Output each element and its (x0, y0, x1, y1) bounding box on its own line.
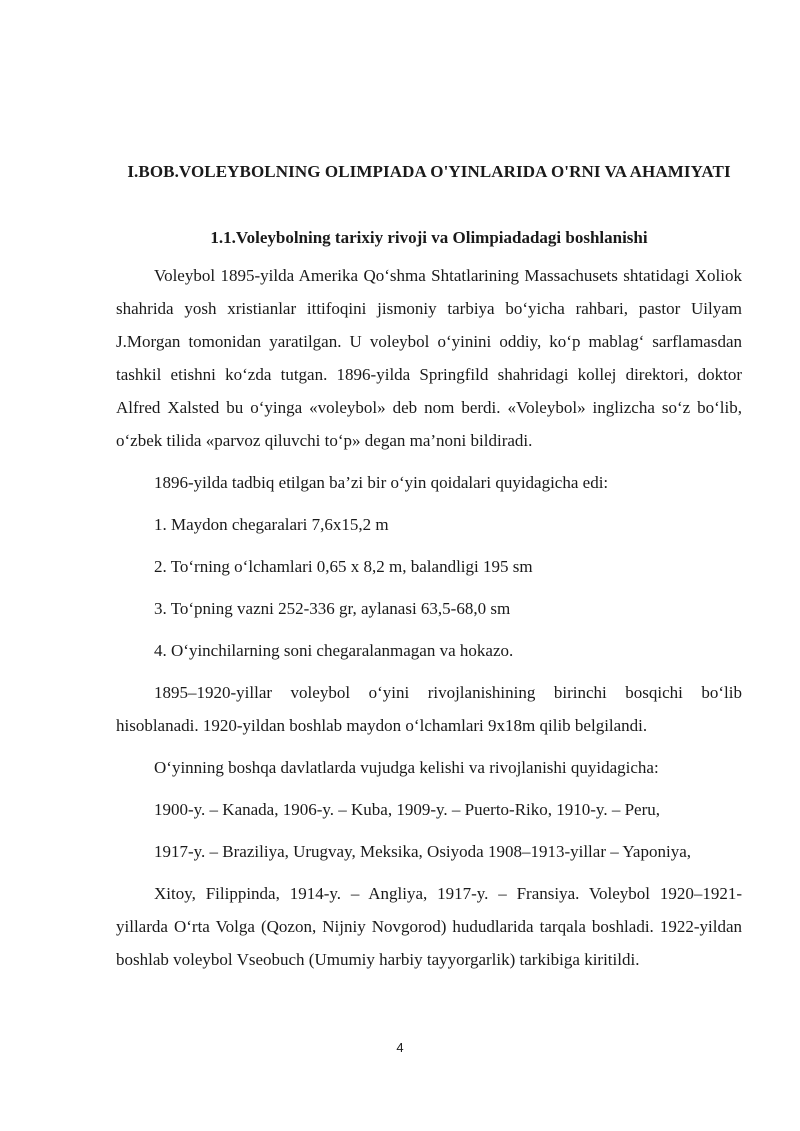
paragraph: 1896-yilda tadbiq etilgan ba’zi bir o‘yin qoidalari quyidagicha edi: (154, 473, 609, 492)
paragraph: 1900-y. – Kanada, 1906-y. – Kuba, 1909-y. – Puerto-Riko, 1910-y. – Peru, (154, 800, 660, 819)
paragraph: Voleybol 1895-yilda Amerika Qo‘shma Shtatlarining Massachusets shtatidagi Xoliok shahrida yosh xristianlar ittifoqini jismoniy tarbiya bo‘yicha rahbari, pastor Uilyam J.Morgan tomonidan yaratilgan. U voleybol o‘yinini oddiy, ko‘p mablag‘ sarflamasdan tashkil etishni ko‘zda tutgan. 1896-yilda Springfild shahridagi kollej direktori, doktor Alfred Xalsted bu o‘yinga «voleybol» deb nom berdi. «Voleybol» inglizcha so‘z bo‘lib, o‘zbek tilida «parvoz qiluvchi to‘p» degan ma’noni bildiradi. (116, 266, 742, 450)
section-title: 1.1.Voleybolning tarixiy rivoji va Olimpiadadagi boshlanishi (210, 228, 648, 247)
paragraph: Xitoy, Filippinda, 1914-y. – Angliya, 1917-y. – Fransiya. Voleybol 1920–1921-yillarda O‘rta Volga (Qozon, Nijniy Novgorod) hududlarida tarqala boshladi. 1922-yildan boshlab voleybol Vseobuch (Umumiy harbiy tayyorgarlik) tarkibiga kiritildi. (116, 884, 742, 969)
page-number: 4 (396, 1040, 404, 1055)
paragraph: 1917-y. – Braziliya, Urugvay, Meksika, Osiyoda 1908–1913-yillar – Yaponiya, (154, 842, 691, 861)
list-item: 4. O‘yinchilarning soni chegaralanmagan va hokazo. (154, 641, 514, 660)
list-item: 1. Maydon chegaralari 7,6x15,2 m (154, 515, 389, 534)
paragraph: 1895–1920-yillar voleybol o‘yini rivojlanishining birinchi bosqichi bo‘lib hisoblanadi. 1920-yildan boshlab maydon o‘lchamlari 9x18m qilib belgilandi. (116, 683, 742, 735)
list-item: 3. To‘pning vazni 252-336 gr, aylanasi 63,5-68,0 sm (154, 599, 511, 618)
body-text (116, 259, 742, 985)
list-item: 2. To‘rning o‘lchamlari 0,65 x 8,2 m, balandligi 195 sm (154, 557, 533, 576)
chapter-title: I.BOB.VOLEYBOLNING OLIMPIADA O'YINLARIDA O'RNI VA AHAMIYATI (127, 162, 731, 181)
paragraph: O‘yinning boshqa davlatlarda vujudga kelishi va rivojlanishi quyidagicha: (154, 758, 659, 777)
